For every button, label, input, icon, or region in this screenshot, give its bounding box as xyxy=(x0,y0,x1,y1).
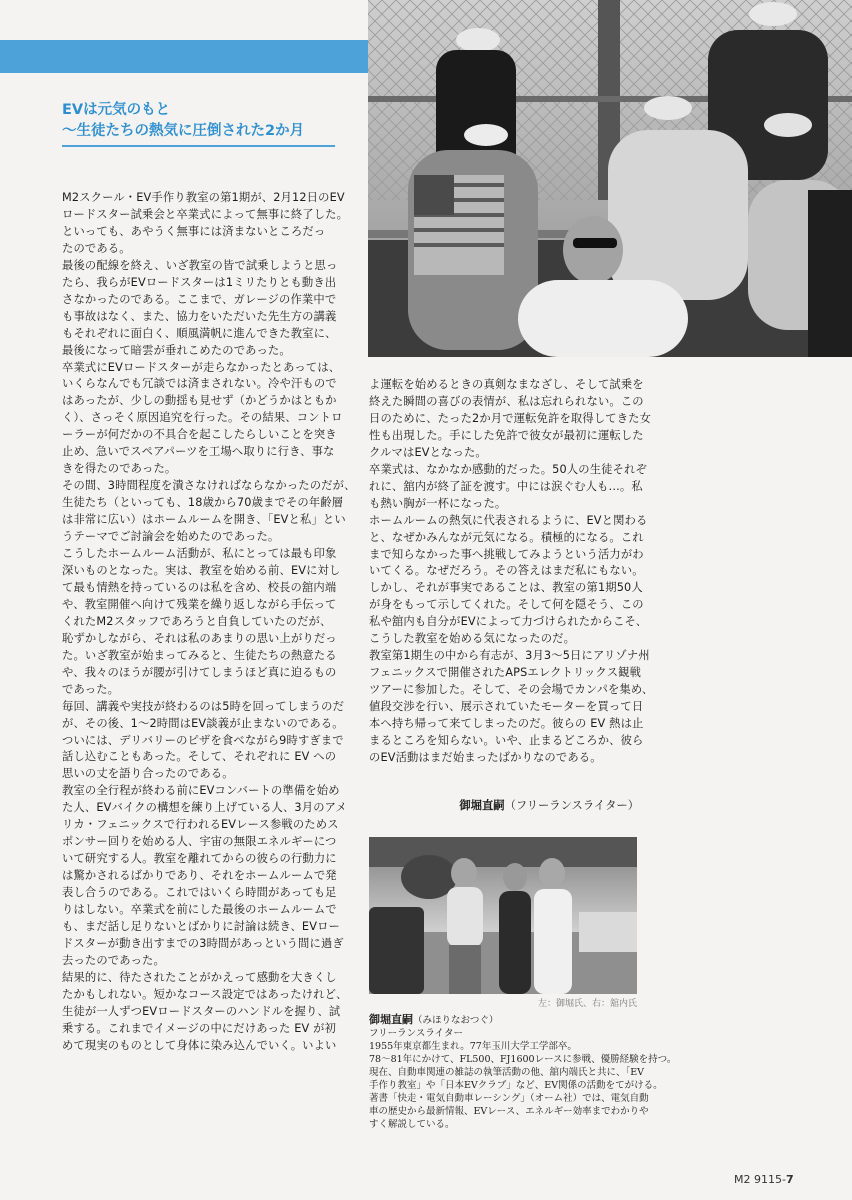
article-line: も事故はなく、また、協力をいただいた先生方の講義 xyxy=(62,309,337,323)
article-line: 私や舘内も自分がEVによって力づけられたからこそ、 xyxy=(369,615,648,629)
bio-line: 1955年東京都生まれ。77年玉川大学工学部卒。 xyxy=(369,1041,577,1052)
article-line: 教室第1期生の中から有志が、3月3〜5日にアリゾナ州 xyxy=(369,649,650,663)
byline-role: （フリーランスライター） xyxy=(504,799,639,812)
article-line: その間、3時間程度を潰さなければならなかったのだが、 xyxy=(62,479,356,493)
bio-line: 手作り教室」や「日本EVクラブ」など、EV関係の活動をてがける。 xyxy=(369,1080,663,1091)
article-line: や、教室開催へ向けて残業を繰り返しながら手伝って xyxy=(62,597,337,611)
article-line: たのである。 xyxy=(62,241,131,255)
article-line: た。いざ教室が始まってみると、生徒たちの熱意たる xyxy=(62,648,337,662)
page-number xyxy=(734,1173,794,1186)
students-cheering-photo xyxy=(368,0,852,357)
article-line: いて研究する人。教室を離れてからの彼らの行動力に xyxy=(62,852,337,866)
article-line: も、まだ話し足りないとばかりに討論は続き、EVロー xyxy=(62,919,340,933)
article-line: 話し込むこともあった。そして、それぞれに EV への xyxy=(62,750,337,764)
article-line: めて現実のものとして身体に染み込んでいく。いよい xyxy=(62,1038,337,1052)
article-line: ついには、デリバリーのピザを食べながら9時すぎまで xyxy=(62,733,344,747)
article-line: た人、EVバイクの構想を練り上げている人、3月のアメ xyxy=(62,801,347,815)
article-line: 生徒が一人ずつEVロードスターのハンドルを握り、試 xyxy=(62,1004,341,1018)
article-line: 乗する。これまでイメージの中にだけあった EV が初 xyxy=(62,1021,337,1035)
article-line: のEV活動はまだ始まったばかりなのである。 xyxy=(369,750,602,764)
article-line: 毎回、講義や実技が終わるのは5時を回ってしまうのだ xyxy=(62,699,345,713)
page-number-value: 7 xyxy=(785,1173,794,1186)
article-byline xyxy=(369,797,639,813)
article-line: は驚かされるばかりであり、それをホームルームで発 xyxy=(62,869,337,883)
article-line: しかし、それが事実であることは、教室の第1期50人 xyxy=(369,581,643,595)
article-line: が身をもって示してくれた。そして何を隠そう、この xyxy=(369,598,644,612)
article-line: 結果的に、待たされたことがかえって感動を大きくし xyxy=(62,970,337,984)
article-line: 深いものとなった。実は、教室を始める前、EVに対し xyxy=(62,563,341,577)
article-line: たかもしれない。短かなコース設定ではあったけれど、 xyxy=(62,987,348,1001)
article-line: こうした教室を始める気になったのだ。 xyxy=(369,632,576,646)
article-line: 思いの丈を語り合ったのである。 xyxy=(62,767,234,781)
article-line: であった。 xyxy=(62,682,120,696)
author-bio xyxy=(369,1011,677,1131)
article-line: 卒業式は、なかなか感動的だった。50人の生徒それぞ xyxy=(369,462,647,476)
article-line: くれたM2スタッフであろうと自負していたのだが、 xyxy=(62,614,332,628)
article-line: フェニックスで開催されたAPSエレクトリックス観戦 xyxy=(369,666,642,680)
article-line: て最も情熱を持っているのは私を含め、校長の舘内端 xyxy=(62,580,337,594)
article-column-left xyxy=(62,190,356,1055)
article-line: M2スクール・EV手作り教室の第1期が、2月12日のEV xyxy=(62,191,345,204)
article-line: は非常に広い）はホームルームを開き、「EVと私」とい xyxy=(62,513,346,527)
article-line: 止め、急いでスペアパーツを工場へ取りに行き、事な xyxy=(62,445,335,459)
article-line: ポンサー回りを始める人、宇宙の無限エネルギーにつ xyxy=(62,835,337,849)
article-line: 生徒たち（といっても、18歳から70歳までその年齢層 xyxy=(62,496,344,510)
article-line: りはしない。卒業式を前にした最後のホームルームで xyxy=(62,903,337,917)
article-line: 最後の配線を終え、いざ教室の皆で試乗しようと思っ xyxy=(62,258,338,272)
article-line: 去ったのであった。 xyxy=(62,953,165,967)
bio-line: 78〜81年にかけて、FL500、FJ1600レースに参戦、優勝経験を持つ。 xyxy=(369,1054,677,1065)
article-line: さなかったのである。ここまで、ガレージの作業中で xyxy=(62,292,337,306)
article-line: うテーマでご討論会を始めたのであった。 xyxy=(62,530,280,544)
bio-line: 車の歴史から最新情報、EVレース、エネルギー効率までわかりや xyxy=(369,1106,649,1117)
article-line: よ運転を始めるときの真剣なまなざし、そして試乗を xyxy=(369,378,644,391)
article-line: リカ・フェニックスで行われるEVレース参戦のためス xyxy=(62,818,339,832)
bio-reading: （みほりなおつぐ） xyxy=(413,1015,499,1026)
article-line: 卒業式にEVロードスターが走らなかったとあっては、 xyxy=(62,360,341,374)
page-number-prefix: M2 9115- xyxy=(734,1173,786,1186)
article-line: と、なぜかみんなが元気になる。積極的になる。これ xyxy=(369,530,644,544)
authors-photo xyxy=(369,837,637,994)
article-line: 恥ずかしながら、それは私のあまりの思い上がりだっ xyxy=(62,631,337,645)
article-line: も熱い胸が一杯になった。 xyxy=(369,496,507,510)
bio-role: フリーランスライター xyxy=(369,1028,464,1039)
article-line: 最後になって暗雲が垂れこめたのであった。 xyxy=(62,343,291,357)
bio-line: 現在、自動車関連の雑誌の執筆活動の他、舘内端氏と共に、「EV xyxy=(369,1067,645,1078)
headline-line-2: 〜生徒たちの熱気に圧倒された2か月 xyxy=(62,123,305,139)
article-line: まるところを知らない。いや、止まるどころか、彼ら xyxy=(369,734,644,748)
article-line: 性も出現した。手にした免許で彼女が最初に運転した xyxy=(369,428,644,442)
article-line: 教室の全行程が終わる前にEVコンバートの準備を始め xyxy=(62,784,340,798)
article-line: 終えた瞬間の喜びの表情が、私は忘れられない。この xyxy=(369,394,644,408)
article-line: ロードスター試乗会と卒業式によって無事に終了した。 xyxy=(62,207,349,221)
article-line: はあったが、少しの動揺も見せず（かどうかはともか xyxy=(62,394,337,408)
article-line: いてくる。なぜだろう。その答えはまだ私にもない。 xyxy=(369,564,644,578)
bio-line: すく解説している。 xyxy=(369,1119,455,1130)
header-color-band xyxy=(0,40,368,73)
bio-name: 御堀直嗣 xyxy=(369,1013,413,1026)
bio-text xyxy=(369,1040,677,1131)
article-line: こうしたホームルーム活動が、私にとっては最も印象 xyxy=(62,547,337,561)
article-line: 日のために、たった2か月で運転免許を取得してきた女 xyxy=(369,411,652,425)
article-line: もそれぞれに面白く、順風満帆に進んできた教室に、 xyxy=(62,326,337,340)
article-line: ホームルームの熱気に代表されるように、EVと関わる xyxy=(369,513,648,527)
article-line: く）、さっそく原因追究を行った。その結果、コントロ xyxy=(62,411,343,425)
article-line: や、我々のほうが腰が引けてしまうほど真に迫るもの xyxy=(62,665,337,679)
photo-caption: 左：御堀氏、右：舘内氏 xyxy=(537,999,637,1009)
headline-line-1: EVは元気のもと xyxy=(62,102,171,118)
article-column-right xyxy=(369,377,654,767)
article-line: いくらなんでも冗談では済まされない。冷や汗もので xyxy=(62,377,337,391)
bio-line: 著書「快走・電気自動車レーシング」（オーム社）では、電気自動 xyxy=(369,1093,649,1104)
article-line: 値段交渉を行い、展示されていたモーターを買って日 xyxy=(369,700,644,714)
article-line: れに、舘内が終了証を渡す。中には涙ぐむ人も…。私 xyxy=(369,479,643,493)
article-line: といっても、あやうく無事には済まないところだっ xyxy=(62,224,326,238)
article-line: ドスターが動き出すまでの3時間があっという間に過ぎ xyxy=(62,936,344,950)
article-line: まで知らなかった事へ挑戦してみようという活力がわ xyxy=(369,547,644,561)
headline-underline xyxy=(62,145,335,147)
article-line: ーラーが何だかの不具合を起こしたらしいことを突き xyxy=(62,428,337,442)
bio-name-line xyxy=(369,1011,641,1027)
article-headline xyxy=(62,100,337,142)
article-line: きを得たのであった。 xyxy=(62,462,177,476)
article-line: ツアーに参加した。そして、その会場でカンパを集め、 xyxy=(369,683,654,697)
article-line: が、その後、1〜2時間はEV談義が止まないのである。 xyxy=(62,716,344,730)
byline-name: 御堀直嗣 xyxy=(459,799,505,812)
article-line: 表し合うのである。これではいくら時間があっても足 xyxy=(62,886,337,900)
article-line: 本へ持ち帰って来てしまったのだ。彼らの EV 熱は止 xyxy=(369,717,644,731)
article-line: クルマはEVとなった。 xyxy=(369,445,487,459)
article-line: たら、我らがEVロードスターは1ミリたりとも動き出 xyxy=(62,275,337,289)
